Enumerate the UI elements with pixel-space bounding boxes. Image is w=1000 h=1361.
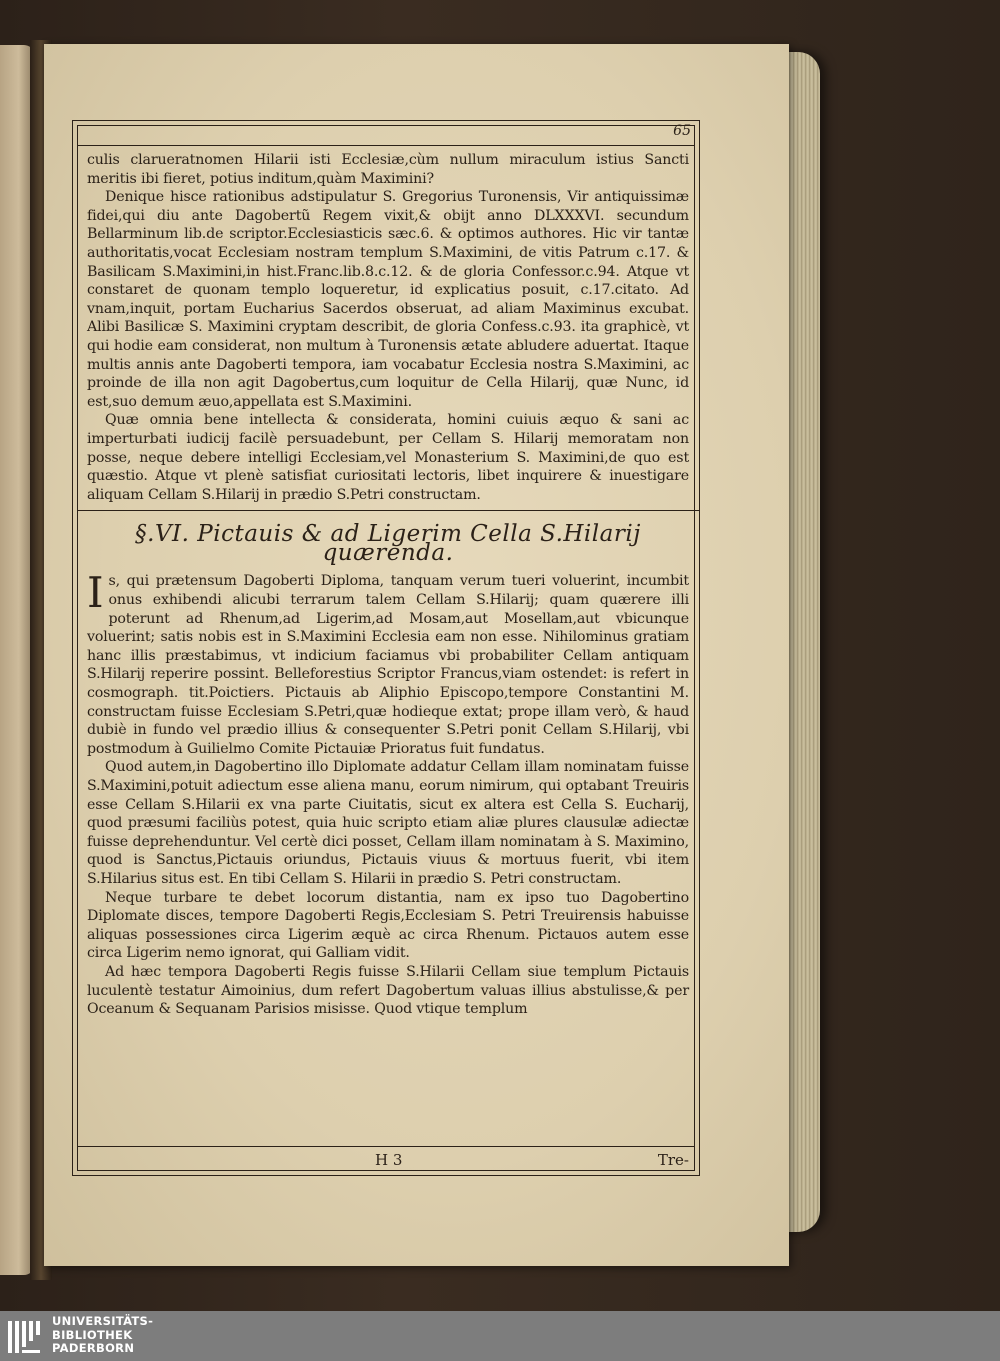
paragraph-diploma: Quod autem,in Dagobertino illo Diplomate addatur Cellam illam nominatam fuisse S.Maximini,potuit adiectum esse aliena manu, eorum nimirum, qui optabant Treuiris esse Cellam S.Hilarii ex vna parte Ciuitatis, sicut ex altera est Cella S. Eucharij, quod præsumi faciliùs potest, quia huic scripto etiam aliæ plures clausulæ adiectæ fuisse deprehenduntur. Vel certè dici posset, Cellam illam nominatam à S. Maximino, quod is Sanctus,Pictauis oriundus, Pictauis viuus & mortuus fuerit, vbi item S.Hilarius situs est. En tibi Cellam S. Hilarii in prædio S. Petri constructam.	[87, 759, 689, 887]
text-body	[87, 151, 689, 1019]
library-branding-bar	[0, 1311, 1000, 1361]
text-frame	[72, 120, 700, 1176]
signature-mark: H 3	[375, 1151, 403, 1169]
page-number: 65	[673, 123, 691, 139]
section-heading: §.VI. Pictauis & ad Ligerim Cella S.Hilarij quærenda.	[135, 521, 641, 566]
book-page	[44, 44, 789, 1266]
dropcap-initial: I	[87, 568, 104, 618]
paragraph-continuation: culis clarueratnomen Hilarii isti Ecclesiæ,cùm nullum miraculum istius Sancti meritis ibi fieret, potius inditum,quàm Maximini?	[87, 152, 689, 187]
paragraph-section-text: s, qui prætensum Dagoberti Diploma, tanquam verum tueri voluerint, incumbit onus exhibendi alicubi terrarum talem Cellam S.Hilarij; quam quærere illi poterunt ad Rhenum,ad Ligerim,ad Mosam,aut Mosellam,aut vbicunque voluerint; satis nobis est in S.Maximini Ecclesia eam non esse. Nihilominus gratiam hanc illis præstabimus, vt indicium faciamus vbi probabiliter Cellam antiquam S.Hilarij reperire possint. Belleforestius Scriptor Francus,viam ostendet: is refert in cosmograph. tit.Poictiers. Pictauis ab Aliphio Episcopo,tempore Constantini M. constructam fuisse Ecclesiam S.Petri,quæ hodieque extat; prope illam verò, & haud dubiè in fundo vel prædio illius & consequenter S.Petri ponit Cellam S.Hilarij, vbi postmodum à Guilielmo Comite Pictauiæ Prioratus fuit fundatus.	[87, 573, 689, 757]
paragraph-conclusion: Quæ omnia bene intellecta & considerata, homini cuiuis æquo & sani ac imperturbati iudicij facilè persuadebunt, per Cellam S. Hilarij memoratam non posse, neque debere intelligi Ecclesiam,vel Monasterium S. Maximini,de quo est quæstio. Atque vt plenè satisfiat curiositati lectoris, libet inquirere & inuestigare aliquam Cellam S.Hilarij in prædio S.Petri constructam.	[87, 412, 689, 503]
section-rule	[77, 510, 699, 511]
library-name-line-2: BIBLIOTHEK	[52, 1327, 133, 1342]
left-page-edge	[0, 45, 34, 1275]
catchword: Tre-	[657, 1151, 689, 1169]
paragraph-gregorius: Denique hisce rationibus adstipulatur S. Gregorius Turonensis, Vir antiquissimæ fidei,qui diu ante Dagobertũ Regem vixit,& obijt anno DLXXXVI. secundum Bellarminum lib.de scriptor.Ecclesiasticis sæc.6. & optimos authores. Hic vir tantæ authoritatis,vocat Ecclesiam nostram templum S.Maximini, de vitis Patrum c.17. & Basilicam S.Maximini,in hist.Franc.lib.8.c.12. & de gloria Confessor.c.94. Atque vt constaret de quonam templo loqueretur, id explicatius posuit, c.17.citato. Ad vnam,inquit, portam Eucharius Sacerdos obseruat, ad aliam Maximinus excubat. Alibi Basilicæ S. Maximini cryptam describit, de gloria Confess.c.93. ita graphicè, vt qui hodie eam considerat, non multum à Turonensis ætate abludere aduertat. Itaque multis annis ante Dagoberti tempora, iam vocabatur Ecclesia nostra S.Maximini, ac proinde de illa non agit Dagobertus,cum loquitur de Cella Hilarij, quæ Nunc, id est,suo demum æuo,appellata est S.Maximini.	[87, 189, 689, 410]
header-rule	[77, 145, 695, 146]
library-name-line-3: PADERBORN	[52, 1341, 135, 1355]
library-name	[52, 1315, 153, 1356]
library-name-line-1: UNIVERSITÄTS-	[52, 1314, 154, 1328]
footer-rule	[77, 1146, 695, 1147]
paragraph-aimoinius: Ad hæc tempora Dagoberti Regis fuisse S.Hilarii Cellam siue templum Pictauis luculentè testatur Aimoinius, dum refert Dagobertum valuas illius abstulisse,& per Oceanum & Sequanam Parisios misisse. Quod vtique templum	[87, 963, 689, 1018]
paragraph-section-start	[87, 568, 689, 758]
paragraph-distance: Neque turbare te debet locorum distantia, nam ex ipso tuo Dagobertino Diplomate disces, tempore Dagoberti Regis,Ecclesiam S. Petri Treuirensis habuisse aliquas possessiones circa Ligerim æquè ac circa Rhenum. Pictauos autem esse circa Ligerim nemo ignorat, qui Galliam vidit.	[87, 889, 689, 962]
library-logo-icon	[6, 1317, 46, 1357]
